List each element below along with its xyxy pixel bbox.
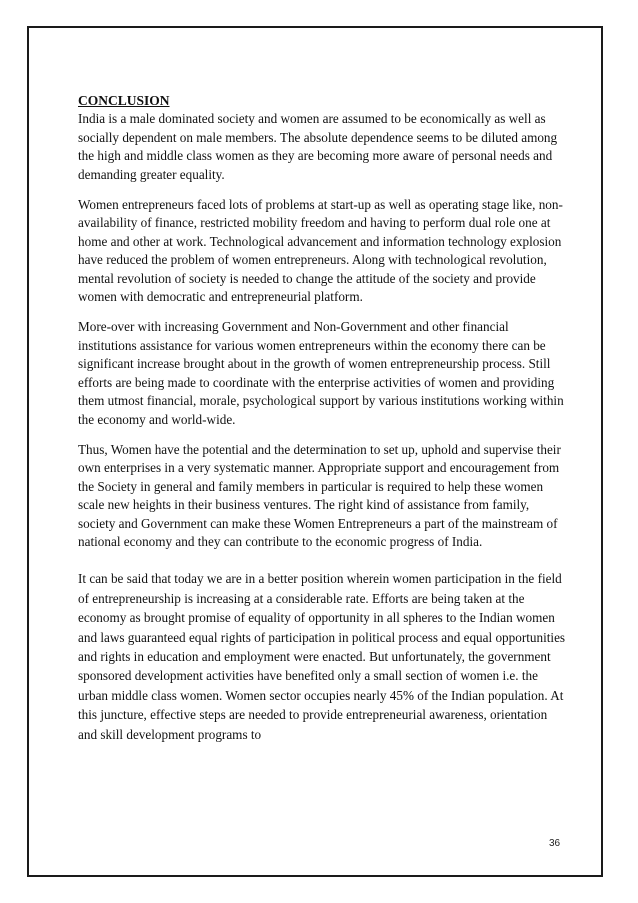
section-heading: CONCLUSION: [78, 93, 170, 108]
paragraph-3: More-over with increasing Government and Non-Government and other financial institutions assistance for various women entrepreneurs within the economy there can be significant increase brought about in the growth of women entrepreneurship process. Still efforts are being made to coordinate with the enterprise activities of women and providing them utmost financial, morale, psychological support by various institutions working within the economy and world-wide.: [78, 319, 564, 427]
page-number: 36: [549, 838, 561, 849]
document-body: [78, 92, 568, 756]
conclusion-section: [78, 92, 568, 184]
paragraph-4: Thus, Women have the potential and the determination to set up, uphold and supervise their own enterprises in a very systematic manner. Appropriate support and encouragement from the Society in general and family members in particular is required to help these women scale new heights in their business ventures. The right kind of assistance from family, society and Government can make these Women Entrepreneurs a part of the mainstream of national economy and they can contribute to the economic progress of India.: [78, 441, 561, 549]
paragraph-2: Women entrepreneurs faced lots of problems at start-up as well as operating stage like, non-availability of finance, restricted mobility freedom and having to perform dual role one at home and other at work. Technological advancement and information technology explosion have reduced the problem of women entrepreneurs. Along with technological revolution, mental revolution of society is needed to change the attitude of the society and provide women with democratic and entrepreneurial platform.: [78, 197, 563, 305]
paragraph-1: India is a male dominated society and women are assumed to be economically as well as socially dependent on male members. The absolute dependence seems to be diluted among the high and middle class women as they are becoming more aware of personal needs and demanding greater equality.: [78, 111, 558, 182]
paragraph-5: It can be said that today we are in a better position wherein women participation in the field of entrepreneurship is increasing at a considerable rate. Efforts are being taken at the economy as brought promise of equality of opportunity in all spheres to the Indian women and laws guaranteed equal rights of participation in political process and equal opportunities and rights in education and employment were enacted. But unfortunately, the government sponsored development activities have benefited only a small section of women i.e. the urban middle class women. Women sector occupies nearly 45% of the Indian population. At this juncture, effective steps are needed to provide entrepreneurial awareness, orientation and skill development programs to: [78, 571, 566, 742]
